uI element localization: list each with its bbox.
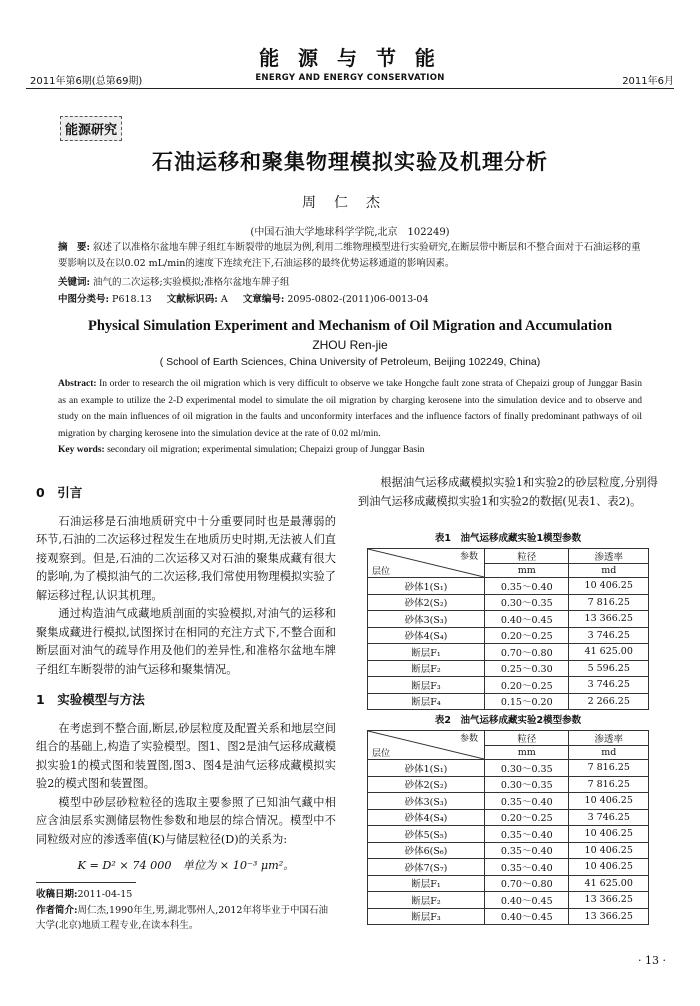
received-label: 收稿日期: bbox=[36, 889, 78, 900]
footnote-rule bbox=[36, 882, 136, 883]
grain-cell: 0.20～0.25 bbox=[485, 809, 569, 826]
grain-cell: 0.20～0.25 bbox=[485, 627, 569, 644]
right-column bbox=[358, 474, 658, 511]
abstract-en bbox=[58, 376, 642, 442]
table-row bbox=[368, 892, 649, 909]
table-row bbox=[368, 594, 649, 611]
keywords-cn-text: 油气的二次运移;实验模拟;准格尔盆地车牌子组 bbox=[93, 277, 290, 288]
table-1-grain-header: 粒径 bbox=[485, 549, 569, 564]
grain-cell: 0.30～0.35 bbox=[485, 594, 569, 611]
table-row bbox=[368, 908, 649, 925]
perm-cell: 7 816.25 bbox=[569, 776, 649, 793]
table-1-body bbox=[368, 578, 649, 710]
doc-code-label: 文献标识码: bbox=[166, 294, 218, 305]
perm-cell: 5 596.25 bbox=[569, 660, 649, 677]
layer-cell: 砂体3(S₃) bbox=[368, 611, 485, 628]
grain-cell: 0.35～0.40 bbox=[485, 578, 569, 595]
clc-value: P618.13 bbox=[112, 294, 152, 305]
perm-cell: 10 406.25 bbox=[569, 578, 649, 595]
layer-cell: 砂体2(S₂) bbox=[368, 776, 485, 793]
table-2 bbox=[367, 730, 649, 925]
grain-cell: 0.35～0.40 bbox=[485, 793, 569, 810]
perm-cell: 3 746.25 bbox=[569, 809, 649, 826]
perm-cell: 10 406.25 bbox=[569, 859, 649, 876]
layer-cell: 砂体4(S₄) bbox=[368, 627, 485, 644]
table-row bbox=[368, 842, 649, 859]
author-en: ZHOU Ren-jie bbox=[312, 338, 388, 352]
table-row bbox=[368, 627, 649, 644]
perm-cell: 41 625.00 bbox=[569, 644, 649, 661]
perm-cell: 2 266.25 bbox=[569, 693, 649, 710]
layer-cell: 砂体1(S₁) bbox=[368, 760, 485, 777]
layer-cell: 砂体4(S₄) bbox=[368, 809, 485, 826]
grain-cell: 0.30～0.35 bbox=[485, 776, 569, 793]
keywords-en bbox=[58, 445, 642, 455]
journal-masthead: 能 源 与 节 能 bbox=[259, 46, 441, 70]
clc-label: 中图分类号: bbox=[58, 294, 110, 305]
perm-cell: 41 625.00 bbox=[569, 875, 649, 892]
grain-cell: 0.70～0.80 bbox=[485, 644, 569, 661]
abstract-cn-label: 摘 要: bbox=[58, 242, 91, 253]
abstract-cn bbox=[58, 240, 642, 272]
bio-label: 作者简介: bbox=[36, 905, 78, 916]
grain-cell: 0.70～0.80 bbox=[485, 875, 569, 892]
table-row bbox=[368, 760, 649, 777]
intro-paragraph-1: 石油运移是石油地质研究中十分重要同时也是最薄弱的环节,石油的二次运移过程发生在地质历史时期,无法被人们直接观察到。但是,石油的二次运移又对石油的聚集成藏有很大的影响,为了模拟油气的二次运移,我们常使用物理模拟实验了解运移过程,认识其机理。 bbox=[36, 514, 336, 602]
grain-cell: 0.30～0.35 bbox=[485, 760, 569, 777]
abstract-en-text: In order to research the oil migration which is very difficult to observe we take Hongche fault zone strata of Chepaizi group of Junggar Basin as an example to utilize the 2-D experimental model to simulate the oil migration by charging kerosene into the simulation device and to observe and study on the main influences of oil migration in the faults and unconformity interfaces and the influence factors of finally predominant pathways of oil migration by charging kerosene into the simulation device at the rate of 0.02 ml/min. bbox=[58, 379, 643, 439]
table-row bbox=[368, 826, 649, 843]
table-1 bbox=[367, 548, 649, 710]
article-no-value: 2095-0802-(2011)06-0013-04 bbox=[287, 294, 429, 305]
layer-cell: 砂体2(S₂) bbox=[368, 594, 485, 611]
table-2-caption: 表2 油气运移成藏实验2模型参数 bbox=[434, 715, 582, 726]
method-paragraph-2: 模型中砂层砂粒粒径的选取主要参照了已知油气藏中相应含油层系实测储层物性参数和地层的综合情况。模型中不同粒级对应的渗透率值(K)与储层粒径(D)的关系为: bbox=[36, 795, 336, 846]
grain-cell: 0.35～0.40 bbox=[485, 826, 569, 843]
table-1-grain-unit: mm bbox=[485, 564, 569, 578]
permeability-formula: K = D² × 74 000 单位为 × 10⁻³ μm²。 bbox=[77, 859, 295, 872]
table-2-body bbox=[368, 760, 649, 925]
table-row bbox=[368, 793, 649, 810]
table-row bbox=[368, 677, 649, 694]
footnote-bio bbox=[36, 903, 336, 933]
layer-cell: 砂体7(S₇) bbox=[368, 859, 485, 876]
perm-cell: 13 366.25 bbox=[569, 908, 649, 925]
bio-text: 周仁杰,1990年生,男,湖北鄂州人,2012年将毕业于中国石油大学(北京)地质工程专业,在读本科生。 bbox=[36, 905, 328, 931]
keywords-en-text: secondary oil migration; experimental simulation; Chepaizi group of Junggar Basin bbox=[107, 445, 425, 455]
layer-cell: 断层F₁ bbox=[368, 875, 485, 892]
perm-cell: 3 746.25 bbox=[569, 677, 649, 694]
paper-title-en: Physical Simulation Experiment and Mechanism of Oil Migration and Accumulation bbox=[87, 318, 613, 334]
grain-cell: 0.40～0.45 bbox=[485, 892, 569, 909]
grain-cell: 0.35～0.40 bbox=[485, 859, 569, 876]
table-1-perm-header: 渗透率 bbox=[569, 549, 649, 564]
tables-intro-paragraph: 根据油气运移成藏模拟实验1和实验2的砂层粒度,分别得到油气运移成藏模拟实验1和实验2的数据(见表1、表2)。 bbox=[358, 476, 658, 508]
perm-cell: 13 366.25 bbox=[569, 611, 649, 628]
perm-cell: 3 746.25 bbox=[569, 627, 649, 644]
layer-cell: 断层F₁ bbox=[368, 644, 485, 661]
grain-cell: 0.40～0.45 bbox=[485, 908, 569, 925]
table-2-grain-unit: mm bbox=[485, 746, 569, 760]
classification-line bbox=[58, 292, 642, 308]
affiliation-cn: (中国石油大学地球科学学院,北京 102249) bbox=[250, 227, 450, 238]
table-1-corner-cell bbox=[368, 549, 485, 578]
grain-cell: 0.15～0.20 bbox=[485, 693, 569, 710]
table-row bbox=[368, 776, 649, 793]
footnote-received bbox=[36, 887, 336, 902]
layer-cell: 断层F₃ bbox=[368, 677, 485, 694]
keywords-cn bbox=[58, 275, 642, 291]
table-row bbox=[368, 660, 649, 677]
table-row bbox=[368, 611, 649, 628]
table-1-layer-header: 层位 bbox=[372, 567, 391, 577]
table-2-block bbox=[367, 712, 649, 925]
layer-cell: 砂体6(S₆) bbox=[368, 842, 485, 859]
header-rule bbox=[26, 88, 674, 89]
perm-cell: 10 406.25 bbox=[569, 842, 649, 859]
section-heading-intro: 0 引言 bbox=[36, 485, 83, 500]
left-column bbox=[36, 484, 336, 876]
abstract-cn-text: 叙述了以准格尔盆地车牌子组红车断裂带的地层为例,利用二维物理模型进行实验研究,在断层带中断层和不整合面对于石油运移的重要影响以及在以0.02 mL/min的速度下连续充注下,石油运移的最终优势运移通道的影响因素。 bbox=[58, 242, 641, 269]
table-2-perm-header: 渗透率 bbox=[569, 731, 649, 746]
journal-masthead-en: ENERGY AND ENERGY CONSERVATION bbox=[255, 73, 445, 83]
table-2-layer-header: 层位 bbox=[372, 749, 391, 759]
keywords-en-label: Key words: bbox=[58, 445, 105, 455]
table-2-param-header: 参数 bbox=[459, 734, 478, 744]
received-date: 2011-04-15 bbox=[77, 889, 133, 900]
section-heading-method: 1 实验模型与方法 bbox=[36, 692, 145, 707]
keywords-cn-label: 关键词: bbox=[58, 277, 91, 288]
perm-cell: 13 366.25 bbox=[569, 892, 649, 909]
table-2-corner-cell bbox=[368, 731, 485, 760]
table-row bbox=[368, 578, 649, 595]
grain-cell: 0.20～0.25 bbox=[485, 677, 569, 694]
affiliation-en: ( School of Earth Sciences, China University of Petroleum, Beijing 102249, China) bbox=[159, 356, 541, 368]
table-1-caption: 表1 油气运移成藏实验1模型参数 bbox=[434, 533, 582, 544]
layer-cell: 砂体1(S₁) bbox=[368, 578, 485, 595]
table-row bbox=[368, 809, 649, 826]
section-badge: 能源研究 bbox=[60, 116, 122, 141]
layer-cell: 断层F₃ bbox=[368, 908, 485, 925]
layer-cell: 断层F₄ bbox=[368, 693, 485, 710]
perm-cell: 10 406.25 bbox=[569, 793, 649, 810]
table-1-perm-unit: md bbox=[569, 564, 649, 578]
layer-cell: 砂体3(S₃) bbox=[368, 793, 485, 810]
perm-cell: 10 406.25 bbox=[569, 826, 649, 843]
issue-info: 2011年第6期(总第69期) bbox=[30, 76, 143, 87]
doc-code-value: A bbox=[220, 294, 228, 305]
table-2-perm-unit: md bbox=[569, 746, 649, 760]
intro-paragraph-2: 通过构造油气成藏地质剖面的实验模拟,对油气的运移和聚集成藏进行模拟,试图探讨在相同的充注方式下,不整合面和断层面对油气的疏导作用及他们的差异性,和准格尔盆地车牌子组红车断裂带的油气运移和聚集情况。 bbox=[36, 607, 336, 676]
method-paragraph-1: 在考虑到不整合面,断层,砂层粒度及配置关系和地层空间组合的基础上,构造了实验模型。图1、图2是油气运移成藏模拟实验1的模式图和装置图,图3、图4是油气运移成藏模拟实验2的模式图和装置图。 bbox=[36, 721, 336, 790]
perm-cell: 7 816.25 bbox=[569, 760, 649, 777]
table-row bbox=[368, 693, 649, 710]
layer-cell: 砂体5(S₅) bbox=[368, 826, 485, 843]
layer-cell: 断层F₂ bbox=[368, 660, 485, 677]
grain-cell: 0.25～0.30 bbox=[485, 660, 569, 677]
paper-title-cn: 石油运移和聚集物理模拟实验及机理分析 bbox=[152, 150, 548, 174]
article-no-label: 文章编号: bbox=[242, 294, 285, 305]
issue-date: 2011年6月 bbox=[622, 76, 674, 87]
perm-cell: 7 816.25 bbox=[569, 594, 649, 611]
layer-cell: 断层F₂ bbox=[368, 892, 485, 909]
page-number: · 13 · bbox=[638, 954, 666, 967]
table-row bbox=[368, 859, 649, 876]
abstract-en-label: Abstract: bbox=[58, 379, 97, 389]
table-1-param-header: 参数 bbox=[459, 552, 478, 562]
author-cn: 周仁杰 bbox=[302, 195, 398, 211]
table-row bbox=[368, 875, 649, 892]
table-1-block bbox=[367, 530, 649, 710]
table-row bbox=[368, 644, 649, 661]
grain-cell: 0.35～0.40 bbox=[485, 842, 569, 859]
grain-cell: 0.40～0.45 bbox=[485, 611, 569, 628]
table-2-grain-header: 粒径 bbox=[485, 731, 569, 746]
